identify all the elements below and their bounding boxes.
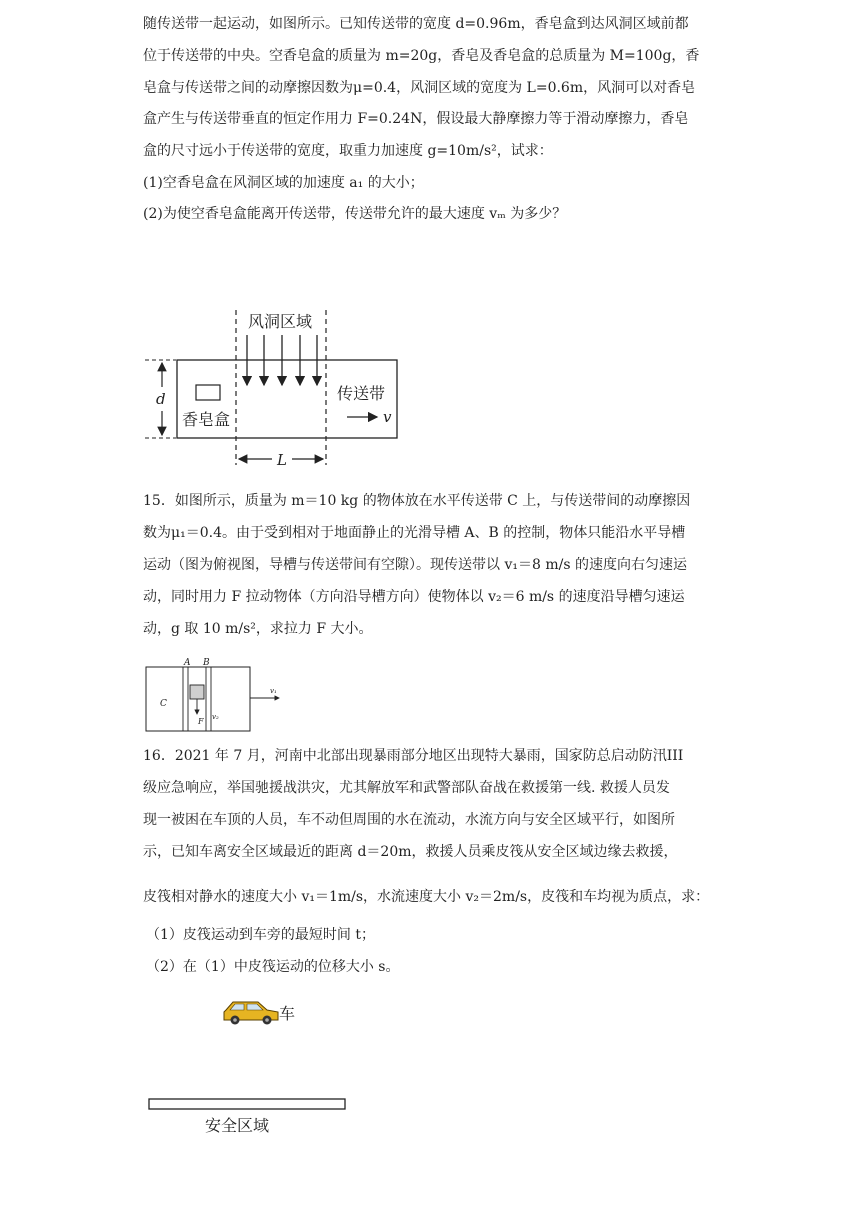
B-label: B	[203, 658, 210, 668]
car-label: 车	[279, 1004, 296, 1023]
text-line: 动，g 取 10 m/s²，求拉力 F 大小。	[143, 621, 373, 637]
safe-area-label: 安全区域	[205, 1116, 270, 1135]
text-line: 盒产生与传送带垂直的恒定作用力 F=0.24N，假设最大静摩擦力等于滑动摩擦力，香皂	[143, 111, 689, 127]
text-line: (2)为使空香皂盒能离开传送带，传送带允许的最大速度 vₘ 为多少？	[143, 206, 567, 222]
wind-region-label: 风洞区域	[248, 312, 313, 331]
text-line: 皂盒与传送带之间的动摩擦因数为μ=0.4，风洞区域的宽度为 L=0.6m，风洞可以对香皂	[143, 80, 696, 96]
F-label: F	[198, 717, 204, 726]
text-line: （2）在（1）中皮筏运动的位移大小 s。	[146, 959, 400, 975]
C-label: C	[160, 699, 167, 709]
text-line: 盒的尺寸远小于传送带的宽度，取重力加速度 g=10m/s²，试求：	[143, 143, 553, 159]
A-label: A	[184, 658, 191, 668]
soap-box-label: 香皂盒	[182, 410, 231, 429]
car-icon	[224, 1002, 278, 1025]
d-label: d	[156, 390, 166, 408]
object-block	[190, 685, 204, 699]
text-line: 15．如图所示，质量为 m＝10 kg 的物体放在水平传送带 C 上，与传送带间的动摩擦因	[143, 493, 691, 509]
text-line: 数为μ₁＝0.4。由于受到相对于地面静止的光滑导槽 A、B 的控制，物体只能沿水平导槽	[143, 525, 686, 541]
L-label: L	[277, 451, 287, 469]
flood-rescue-diagram	[140, 995, 370, 1140]
text-line: 运动（图为俯视图，导槽与传送带间有空隙）。现传送带以 v₁＝8 m/s 的速度向右匀速运	[143, 557, 687, 573]
text-line: (1)空香皂盒在风洞区域的加速度 a₁ 的大小；	[143, 175, 424, 191]
guide-groove-diagram	[145, 656, 305, 736]
soap-box-icon	[196, 385, 220, 400]
safe-area-bar	[149, 1099, 345, 1109]
text-line: 随传送带一起运动，如图所示。已知传送带的宽度 d=0.96m，香皂盒到达风洞区域前都	[143, 16, 689, 32]
text-line: 示，已知车离安全区域最近的距离 d＝20m，救援人员乘皮筏从安全区域边缘去救援，	[143, 844, 678, 860]
text-line: 动，同时用力 F 拉动物体（方向沿导槽方向）使物体以 v₂＝6 m/s 的速度沿导槽匀速运	[143, 589, 685, 605]
text-line: 级应急响应，举国驰援战洪灾，尤其解放军和武警部队奋战在救援第一线. 救援人员发	[143, 780, 670, 796]
belt-label: 传送带	[337, 384, 386, 403]
wind-tunnel-diagram	[140, 305, 420, 475]
text-line: （1）皮筏运动到车旁的最短时间 t；	[146, 927, 375, 943]
v1-label: v₁	[270, 687, 277, 695]
text-line: 现一被困在车顶的人员，车不动但周围的水在流动，水流方向与安全区域平行，如图所	[143, 812, 675, 828]
text-line: 位于传送带的中央。空香皂盒的质量为 m=20g，香皂及香皂盒的总质量为 M=100g，香	[143, 48, 700, 64]
v-label: v	[383, 408, 392, 426]
text-line: 16．2021 年 7 月，河南中北部出现暴雨部分地区出现特大暴雨，国家防总启动防汛III	[143, 748, 684, 764]
v2-label: v₂	[212, 713, 219, 721]
text-line: 皮筏相对静水的速度大小 v₁＝1m/s，水流速度大小 v₂＝2m/s，皮筏和车均视为质点，求：	[143, 889, 710, 905]
